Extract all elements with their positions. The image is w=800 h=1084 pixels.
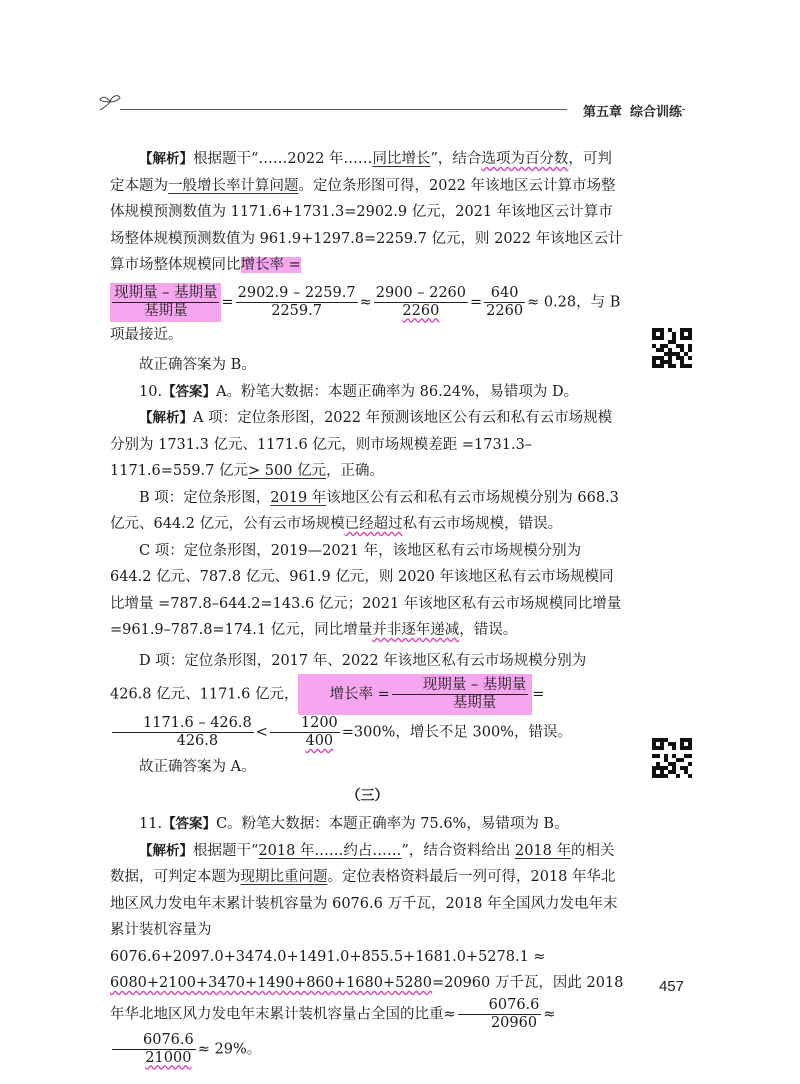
q10-analysis-a: 【解析】A 项：定位条形图，2022 年预测该地区公有云和私有云市场规模分别为 1731.3 亿元、1171.6 亿元，则市场规模差距 =1731.3–1171.6=559.7 亿元> 500 亿元，正确。 [110,410,613,479]
analysis-tag: 解析 [152,151,180,167]
q9-conclusion: 故正确答案为 B。 [139,357,256,373]
section-label: 综合训练 [629,105,682,120]
q11-analysis: 【解析】根据题干“2018 年……约占……”，结合资料给出 2018 年的相关数据，可判定本题为现期比重问题。定位表格资料最后一列可得，2018 年华北地区风力发电年末累计装机容量为 6076.6 万千瓦，2018 年全国风力发电年末累计装机容量为 6076.6+2097.0+3474.0+1491.0+855.5+1681.0+5278.1 ≈ 6080+2100+3470+1490+860+1680+5280=20960 万千瓦，因此 2018 年华北地区风力发电年末累计装机容量占全国的比重≈ $\frac{6076.6}{20960}$ ≈ $\frac{6076.6}{21000}$ ≈ 29%。 [110,842,624,1066]
formula-fraction: $\frac{640}{2260}$ [486,284,524,319]
formula-fraction: $\frac{2900 - 2260}{2260}$ [375,284,467,319]
q10-analysis-c: C 项：定位条形图，2019—2021 年，该地区私有云市场规模分别为 644.2 亿元、787.8 亿元、961.9 亿元，则 2020 年该地区私有云市场规模同比增量 =787.8–644.2=143.6 亿元；2021 年该地区私有云市场规模同比增量 =961.9–787.8=174.1 亿元，同比增量并非逐年递减，错误。 [110,542,622,638]
chapter-header [567,101,682,120]
formula-fraction: $\frac{6076.6}{21000}$ [112,1032,196,1067]
q11-answer: 11.【答案】C。粉笔大数据：本题正确率为 75.6%，易错项为 B。 [139,816,569,832]
page-content [110,146,625,1067]
page-number: 457 [658,978,684,995]
formula-fraction: $\frac{\text{现期量 – 基期量}}{\text{基期量}}$ [114,284,218,319]
q9-formula: $\frac{\text{现期量 – 基期量}}{\text{基期量}}$ = $\frac{2902.9 - 2259.7}{2259.7}$ ≈ $\frac{2900 - 2260}{2260}$ = $\frac{640}{2260}$ ≈ 0.28，与 B 项最接近。 [110,284,621,343]
formula-fraction: $\frac{1200}{400}$ [270,715,340,750]
leaf-ornament-icon [97,92,123,116]
highlight-growth-rate: 增长率 = [240,257,301,273]
q10-analysis-d: D 项：定位条形图，2017 年、2022 年该地区私有云市场规模分别为 426.8 亿元、1171.6 亿元， 增长率 = $\frac{\text{现期量 – 基期量}}{\text{基期量}}$ = $\frac{1171.6 - 426.8}{426.8}$ < $\frac{1200}{400}$ =300%，增长不足 300%，错误。 [110,652,587,749]
q10-answer: 10.【答案】A。粉笔大数据：本题正确率为 86.24%，易错项为 D。 [139,383,579,400]
analysis-tag: 解析 [152,410,180,426]
qr-code-icon [652,328,692,368]
formula-fraction: $\frac{2902.9 - 2259.7}{2259.7}$ [237,284,356,319]
formula-fraction: $\frac{\text{现期量 – 基期量}}{\text{基期量}}$ [392,677,528,712]
analysis-tag: 解析 [152,842,180,859]
chapter-label: 第五章 [582,105,622,120]
q10-conclusion: 故正确答案为 A。 [139,759,256,775]
formula-fraction: $\frac{1171.6 - 426.8}{426.8}$ [112,715,254,750]
qr-code-icon [652,738,692,778]
formula-fraction: $\frac{6076.6}{20960}$ [458,997,542,1032]
section-title: （三） [346,787,389,804]
q10-analysis-b: B 项：定位条形图，2019 年该地区公有云和私有云市场规模分别为 668.3 亿元、644.2 亿元，公有云市场规模已经超过私有云市场规模，错误。 [110,489,619,532]
q9-analysis: 【解析】根据题干“……2022 年……同比增长”，结合选项为百分数，可判定本题为一般增长率计算问题。定位条形图可得，2022 年该地区云计算市场整体规模预测数值为 1171.6+1731.3=2902.9 亿元，2021 年该地区云计算市场整体规模预测数值为 961.9+1297.8=2259.7 亿元，则 2022 年该地区云计算市场整体规模同比增长率 = [110,151,623,273]
